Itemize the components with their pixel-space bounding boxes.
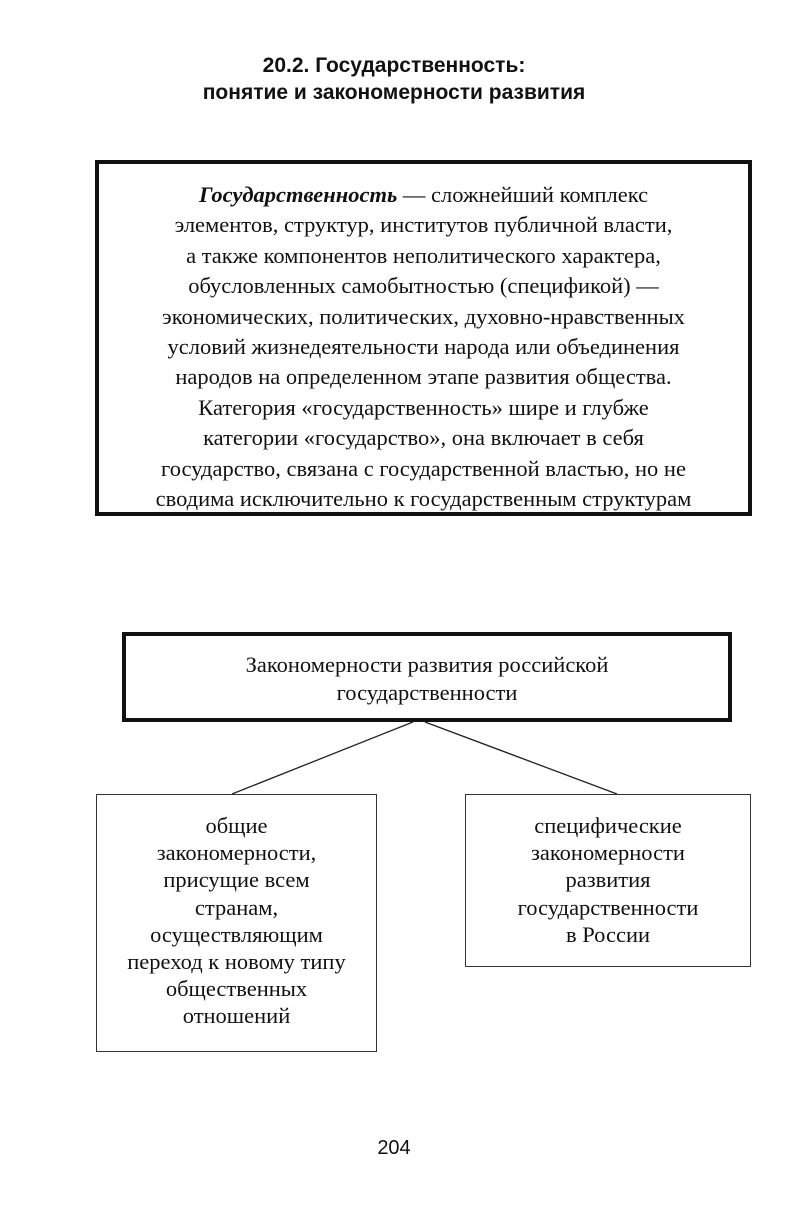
connector-left-line xyxy=(232,722,413,794)
diagram-right-line: специфические xyxy=(534,813,682,838)
diagram-left-line: переход к новому типу xyxy=(127,949,346,975)
definition-term: Государственность xyxy=(198,182,398,207)
diagram-left-line: осуществляющим xyxy=(150,921,323,947)
definition-line: государство, связана с государственной властью, но не xyxy=(161,455,686,481)
definition-line: народов на определенном этапе развития общества. xyxy=(175,364,672,390)
diagram-left-box xyxy=(96,794,377,1052)
definition-line: экономических, политических, духовно-нравственных xyxy=(162,303,685,329)
diagram-right-line: закономерности xyxy=(531,840,685,866)
diagram-left-line: закономерности, xyxy=(156,840,317,866)
definition-text: — сложнейший комплекс xyxy=(397,182,649,207)
definition-line: категории «государство», она включает в себя xyxy=(203,425,644,451)
definition-line: а также компонентов неполитического характера, xyxy=(186,242,661,268)
diagram-right-line: в России xyxy=(565,921,651,947)
definition-line: Категория «государственность» шире и глубже xyxy=(198,394,649,420)
definition-line: обусловленных самобытностью (спецификой) — xyxy=(188,273,659,299)
diagram-left-line: присущие всем xyxy=(163,867,310,893)
diagram-left-line: общие xyxy=(205,813,268,838)
page-number: 204 xyxy=(377,1137,411,1159)
definition-line: сводима исключительно к государственным структурам xyxy=(155,486,692,512)
definition-line: условий жизнедеятельности народа или объединения xyxy=(167,334,680,360)
diagram-left-line: отношений xyxy=(182,1003,291,1029)
diagram-right-box xyxy=(465,794,751,967)
diagram-right-line: государственности xyxy=(517,894,699,920)
section-title-line-2: понятие и закономерности развития xyxy=(202,81,586,104)
diagram-root-line: Закономерности развития российской xyxy=(245,652,609,677)
diagram-root-line: государственности xyxy=(336,680,518,705)
diagram-left-line: общественных xyxy=(165,976,308,1002)
diagram-right-line: развития xyxy=(565,867,651,893)
definition-line: элементов, структур, институтов публичной власти, xyxy=(174,212,673,238)
connector-right-line xyxy=(425,722,617,794)
diagram-left-line: странам, xyxy=(194,894,279,920)
section-title-line-1: 20.2. Государственность: xyxy=(262,54,526,77)
